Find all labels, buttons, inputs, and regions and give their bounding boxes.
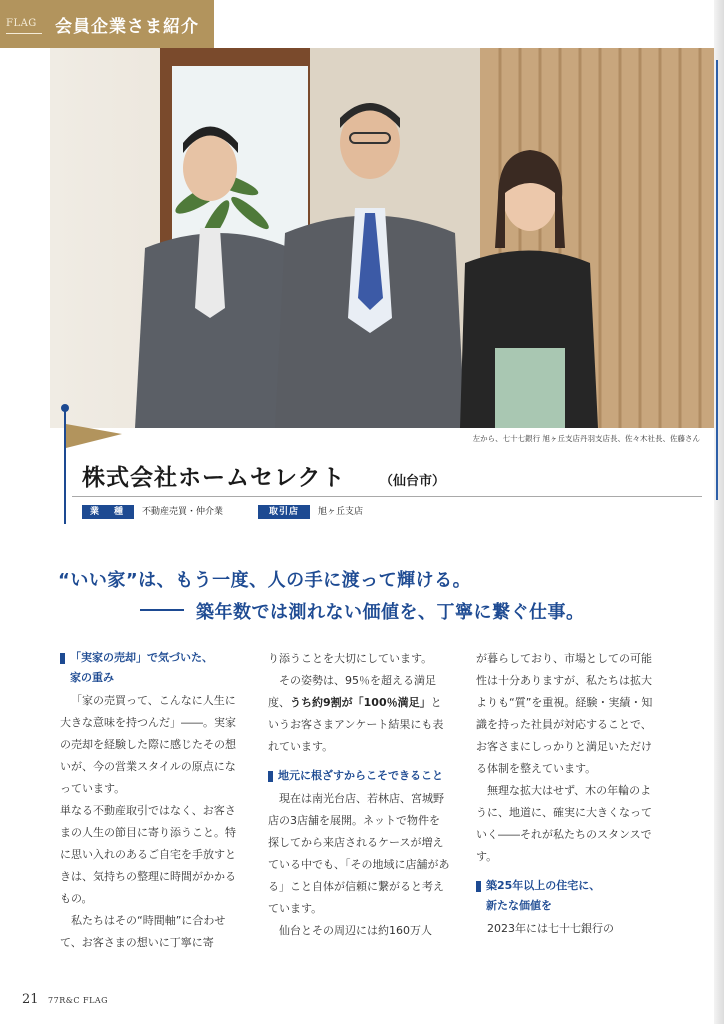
paragraph xyxy=(268,670,450,758)
subheading-2: 地元に根ざすからこそできること xyxy=(268,766,450,786)
pennant-flag-icon xyxy=(66,422,126,454)
paragraph: 単なる不動産取引ではなく、お客さまの人生の節目に寄り添うこと。特に思い入れのあるご自宅を手放すときは、気持ちの整理に時間がかかるもの。 xyxy=(60,804,236,905)
lead-line-1: “いい家”は、もう一度、人の手に渡って輝ける。 xyxy=(58,570,472,591)
subheading-3-line-a: 築25年以上の住宅に、 xyxy=(486,879,601,892)
paragraph: 私たちはその“時間軸”に合わせて、お客さまの想いに丁寧に寄 xyxy=(60,914,226,949)
magazine-name: 77R&C FLAG xyxy=(48,996,109,1005)
subheading-1-line-b: 家の重み xyxy=(70,671,114,684)
paragraph-text: というお客さまアンケート結果にも表れています。 xyxy=(268,696,444,753)
branch-value: 旭ヶ丘支店 xyxy=(318,507,364,517)
section-title: 会員企業さま紹介 xyxy=(55,17,199,37)
page-number: 21 xyxy=(22,992,39,1007)
branch-tag: 取引店 xyxy=(258,505,310,519)
section-tag: FLAG xyxy=(6,18,37,29)
paragraph: 2023年には七十七銀行の xyxy=(487,922,614,935)
subheading-3 xyxy=(476,876,658,916)
paragraph: 無理な拡大はせず、木の年輪のように、地道に、確実に大きくなっていく――それが私たちのスタンスです。 xyxy=(476,784,652,863)
company-name: 株式会社ホームセレクト xyxy=(82,465,346,491)
company-city: （仙台市） xyxy=(380,474,446,489)
lead-dash xyxy=(140,609,184,611)
industry-tag: 業 種 xyxy=(82,505,134,519)
subheading-3-line-b: 新たな価値を xyxy=(486,899,552,912)
page-edge-line xyxy=(716,60,718,500)
group-photo xyxy=(50,48,714,428)
page-footer xyxy=(22,992,108,1007)
paragraph-text: その姿勢は、95％を超える満足度、 xyxy=(268,674,436,709)
column-1 xyxy=(60,648,242,954)
paragraph: 「家の売買って、こんなに人生に大きな意味を持つんだ」――。実家の売却を経験した際に感じたその想いが、今の営業スタイルの原点になっています。 xyxy=(60,694,236,795)
paragraph: 仙台とその周辺には約160万人 xyxy=(279,924,432,937)
paragraph: が暮らしており、市場としての可能性は十分ありますが、私たちは拡大よりも“質”を重視。経験・実績・知識を持った社員が対応することで、お客さまにしっかりと満足いただける体制を整えています。 xyxy=(476,652,653,775)
section-header xyxy=(0,0,214,48)
paragraph: 現在は南光台店、若林店、宮城野店の3店舗を展開。ネットで物件を探してから来店されるケースが増えている中でも、「その地域に店舗がある」こと自体が信頼に繋がると考えています。 xyxy=(268,792,450,915)
industry-value: 不動産売買・仲介業 xyxy=(142,507,224,517)
lead-line-2: 築年数では測れない価値を、丁寧に繋ぐ仕事。 xyxy=(196,602,585,623)
column-2 xyxy=(268,648,450,942)
subheading-1-line-a: 「実家の売却」で気づいた、 xyxy=(70,651,213,664)
paragraph: り添うことを大切にしています。 xyxy=(268,652,433,665)
company-name-rule xyxy=(72,496,702,497)
subheading-1 xyxy=(60,648,242,688)
photo-illustration xyxy=(50,48,714,428)
photo-caption: 左から、七十七銀行 旭ヶ丘支店丹羽支店長、佐々木社長、佐藤さん xyxy=(472,434,700,443)
column-3 xyxy=(476,648,658,940)
section-tag-underline xyxy=(6,33,42,34)
highlight-text: うち約9割が「100％満足」 xyxy=(290,696,431,709)
